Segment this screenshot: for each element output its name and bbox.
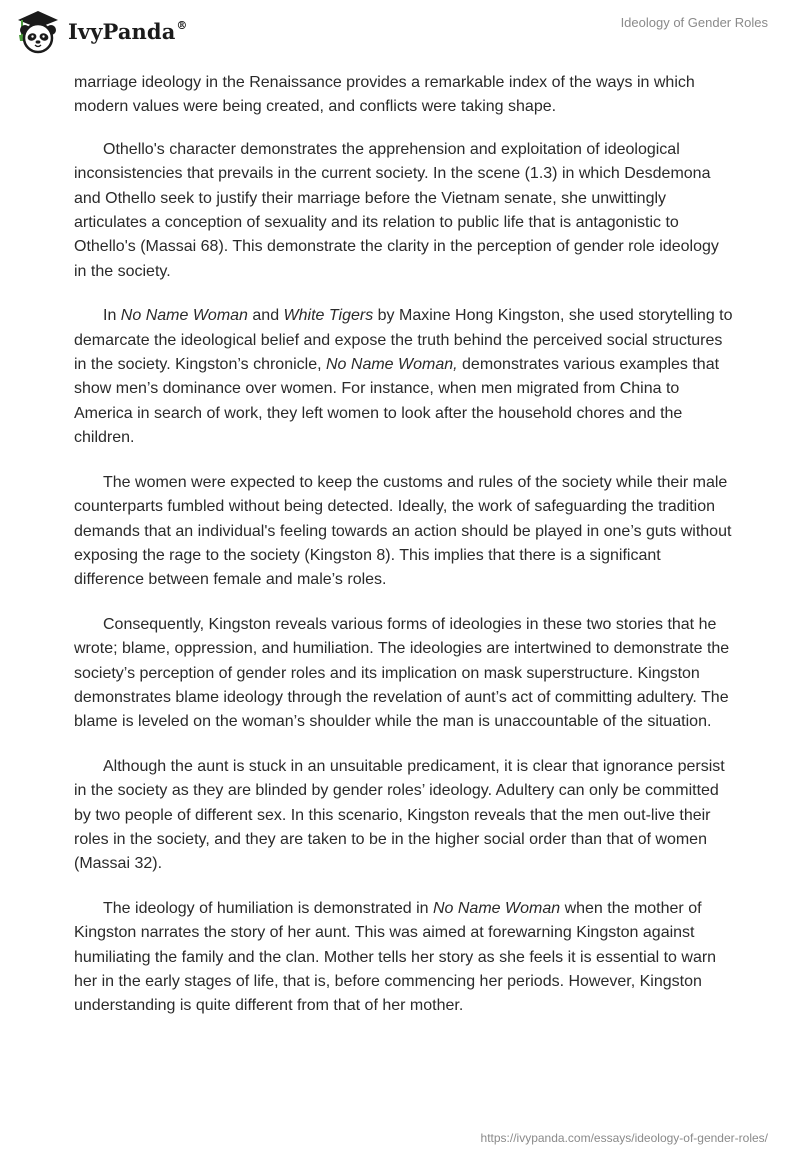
page-header — [0, 0, 800, 64]
brand-name: IvyPanda® — [68, 18, 188, 44]
source-url[interactable]: https://ivypanda.com/essays/ideology-of-gender-roles/ — [480, 1131, 768, 1145]
paragraph: Although the aunt is stuck in an unsuitable predicament, it is clear that ignorance persist in the society as they are blinded by gender roles’ ideology. Adultery can only be committed by two people of different sex. In this scenario, Kingston reveals that the men out-live their roles in the society, and they are taken to be in the higher social order than that of women (Massai 32). — [74, 757, 725, 873]
paragraph: Othello's character demonstrates the apprehension and exploitation of ideological inconsistencies that prevails in the current society. In the scene (1.3) in which Desdemona and Othello seek to justify their marriage before the Vietnam senate, she unwittingly articulates a conception of sexuality and its relation to public life that is antagonistic to Othello's (Massai 68). This demonstrate the clarity in the perception of gender role ideology in the society. — [74, 140, 719, 280]
paragraph: The women were expected to keep the customs and rules of the society while their male counterparts fumbled without being detected. Ideally, the work of safeguarding the tradition demands that an individual's feeling towards an action should be played in one’s guts without exposing the rage to the society (Kingston 8). This implies that there is a significant difference between female and male’s roles. — [74, 473, 732, 589]
panda-graduate-icon — [14, 8, 62, 54]
paragraph: Consequently, Kingston reveals various forms of ideologies in these two stories that he wrote; blame, oppression, and humiliation. The ideologies are intertwined to demonstrate the society’s perception of gender roles and its implication on mask superstructure. Kingston demonstrates blame ideology through the revelation of aunt’s act of committing adultery. The blame is leveled on the woman’s shoulder while the man is unaccountable of the situation. — [74, 615, 730, 731]
work-title: No Name Woman — [432, 899, 561, 917]
work-title: White Tigers — [283, 307, 374, 325]
paragraph: marriage ideology in the Renaissance provides a remarkable index of the ways in which modern values were being created, and conflicts were taking shape. — [74, 74, 695, 116]
ivypanda-logo[interactable] — [14, 8, 188, 54]
paragraph: In No Name Woman and White Tigers by Maxine Hong Kingston, she used storytelling to demarcate the ideological belief and expose the truth behind the perceived social structures in the society. Kingston’s chronicle, No Name Woman, demonstrates various examples that show men’s dominance over women. For instance, when men migrated from China to America in search of work, they left women to look after the household chores and the children. — [74, 307, 733, 447]
work-title: No Name Woman — [120, 307, 248, 325]
work-title: No Name Woman, — [325, 356, 458, 374]
document-title: Ideology of Gender Roles — [620, 15, 768, 30]
essay-body — [74, 71, 734, 1039]
registered-mark: ® — [176, 18, 188, 32]
paragraph: The ideology of humiliation is demonstrated in No Name Woman when the mother of Kingston narrates the story of her aunt. This was aimed at forewarning Kingston against humiliating the family and the clan. Mother tells her story as she feels it is essential to warn her in the early stages of life, that is, before commencing her periods. However, Kingston understanding is quite different from that of her mother. — [74, 899, 717, 1015]
